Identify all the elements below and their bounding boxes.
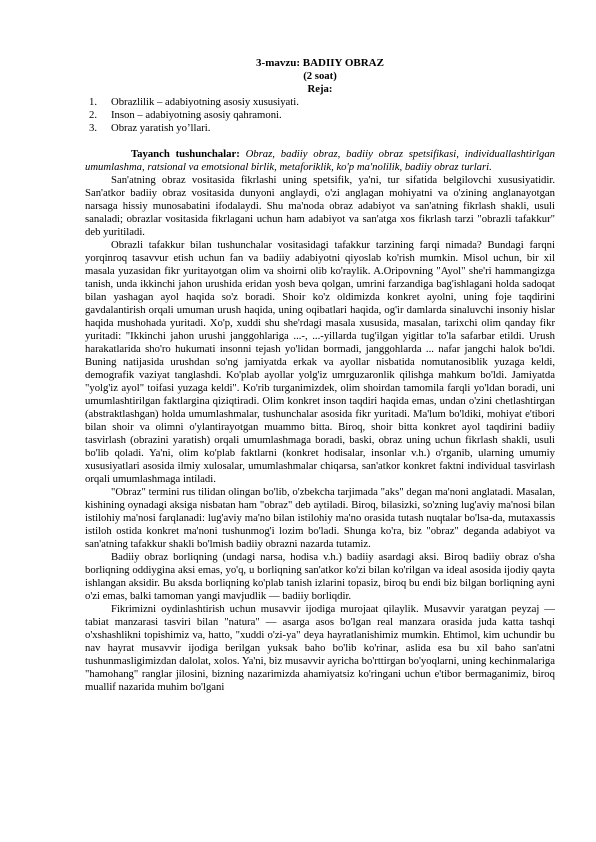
keywords-text: Obraz, badiiy obraz, badiiy obraz spetsifikasi, individuallashtirlgan umumlashma, ratsional va emotsional birlik, metaforiklik, ko'p ma'nolilik, badiiy obraz turlari. xyxy=(85,148,556,173)
keywords-label: Tayanch tushunchalar: xyxy=(131,148,240,160)
body-paragraph: "Obraz" termini rus tilidan olingan bo'lib, o'zbekcha tarjimada "aks" degan ma'noni anglatadi. Masalan, kishining oynadagi aksiga nisbatan ham "obraz" deb aytiladi. Biroq, bilasizki, so'zning lug'aviy ma'nosi bilan istilohiy ma'nosi farqlanadi: lug'aviy ma'no bilan istilohiy ma'no orasida tutash nuqtalar bo'lsa-da, mutaxassis istiloh ostida konkret ma'noni tushunmog'i lozim bo'ladi. Shunga ko'ra, biz "obraz" deganda adabiyot va san'atning tafakkur shakli bo'lmish badiiy obrazni nazarda tutamiz. xyxy=(85,486,555,550)
body-paragraph: Obrazli tafakkur bilan tushunchalar vositasidagi tafakkur tarzining farqi nimada? Bundagi farqni yorqinroq tasavvur etish uchun fan va badiiy adabiyotni qiyoslab ko'rish mumkin. Misol uchun, bir xil masala yuzasidan fikr yuritayotgan olim va shoirni olib ko'raylik. A.Oripovning "Ayol" she'ri hammangizga tanish, unda ikkinchi jahon urushida eridan yosh beva qolgan, umrini farzandiga bag'ishlagani holda sadoqat bilan yashagan ayol haqida so'z boradi. Shoir ko'z oldimizda konkret ayolni, uning foje taqdirini gavdalantirish orqali umuman urush haqida, uning oqibatlari haqida, og'ir damlarda sinaluvchi insoniy hislar haqida mushohada yuritadi. Xo'p, xuddi shu she'rdagi masala xususida, masalan, tarixchi olim qanday fikr yuritadi: "Ikkinchi jahon urushi janggohlariga ...-, ...-yillarda tug'ilgan yigitlar to'la safarbar etildi. Urush harakatlarida sho'ro hukumati insonni tejash yo'lidan bormadi, janggohlarda ... nafar jangchi halok bo'ldi. Buning natijasida urushdan so'ng jamiyatda erkak va ayollar nisbatida nomutanosiblik yuzaga keldi, demografik vaziyat tanglashdi. Ko'plab ayollar yolg'iz umrguzaronlik qilishga mahkum bo'ldi. Jamiyatda "yolg'iz ayol" toifasi yuzaga keldi". Ko'rib turganimizdek, olim shoirdan tamomila farqli yo'ldan boradi, uni umumlashtirilgan faktlargina qiziqtiradi. Olim konkret inson taqdiri haqida emas, undan o'zini chetlashtirgan (abstraktlashgan) holda umumlashmalar, tushunchalar asosida fikr yuritadi. Ma'lum bo'ldiki, mohiyat e'tibori bilan shoir va olimni o'ylantirayotgan muammo bitta. Biroq, shoir bitta konkret ayol taqdirini badiiy tasvirlash (obrazini yaratish) orqali umumlashmaga boradi, baski, obraz uning uchun fikrlash shakli, usuli bo'lib qoladi. Ya'ni, olim ko'plab faktlarni (konkret hodisalar, insonlar v.h.) o'rganib, ularning umumiy xususiyatlari asosida ilmiy xulosalar, umumlashmalar chiqarsa, san'atkor konkret faktni individual tasvirlash orqali umumlashmaga intiladi. xyxy=(85,239,555,485)
hours-label: (2 soat) xyxy=(303,70,337,82)
keywords-block xyxy=(85,148,555,174)
page-title: 3-mavzu: BADIIY OBRAZ xyxy=(256,57,384,69)
plan-list xyxy=(85,96,555,135)
body-paragraph: San'atning obraz vositasida fikrlashi uning spetsifik, ya'ni, tur sifatida belgilovchi xususiyatidir. San'atkor badiiy obraz vositasida dunyoni anglaydi, o'zi anglagan mohiyatni va o'zining anglanayotgan narsaga hissiy munosabatini ifodalaydi. Shu ma'noda obraz adabiyot va san'atning fikrlash shakli, usuli sanaladi; obrazlar vositasida fikrlagani uchun ham adabiyot va san'atga xos fikrlash tarzi "obrazli tafakkur" deb yuritiladi. xyxy=(85,174,555,238)
plan-item: Inson – adabiyotning asosiy qahramoni. xyxy=(111,109,282,121)
plan-heading: Reja: xyxy=(307,83,333,95)
plan-item: Obraz yaratish yo’llari. xyxy=(111,122,211,134)
document-page xyxy=(85,57,555,694)
plan-item: Obrazlilik – adabiyotning asosiy xususiyati. xyxy=(111,96,299,108)
body-paragraph: Fikrimizni oydinlashtirish uchun musavvir ijodiga murojaat qilaylik. Musavvir yaratgan peyzaj — tabiat manzarasi tasviri bilan "natura" — asarga asos bo'lgan real manzara orasida juda katta tashqi o'xshashlikni topishimiz va, hatto, "xuddi o'zi-ya" deya hayratlanishimiz mumkin. Ehtimol, kim uchundir bu nav hayrat musavvir ijodiga berilgan yuksak baho bo'lib ko'rinar, aslida esa bu xil baho san'atni tushunmasligimizdan dalolat, xolos. Ya'ni, biz musavvir ayricha bo'rttirgan bo'yoqlarni, uning kechinmalariga "hamohang" ranglar jilosini, bizning nazarimizda ahamiyatsiz ko'ringani uchun e'tibor bermaganimiz, biroq muallif nazarida muhim bo'lgani xyxy=(85,603,555,693)
body-paragraph: Badiiy obraz borliqning (undagi narsa, hodisa v.h.) badiiy asardagi aksi. Biroq badiiy obraz o'sha borliqning oddiygina aksi emas, yo'q, u borliqning san'atkor ko'zi bilan ko'rilgan va ideal asosida ijodiy qayta ishlangan aksidir. Bu aksda borliqning ko'plab tanish izlarini topasiz, biroq bu endi biz bilgan borliqning ayni o'zi emas, balki tamoman yangi mavjudlik — badiiy borliqdir. xyxy=(85,551,555,602)
